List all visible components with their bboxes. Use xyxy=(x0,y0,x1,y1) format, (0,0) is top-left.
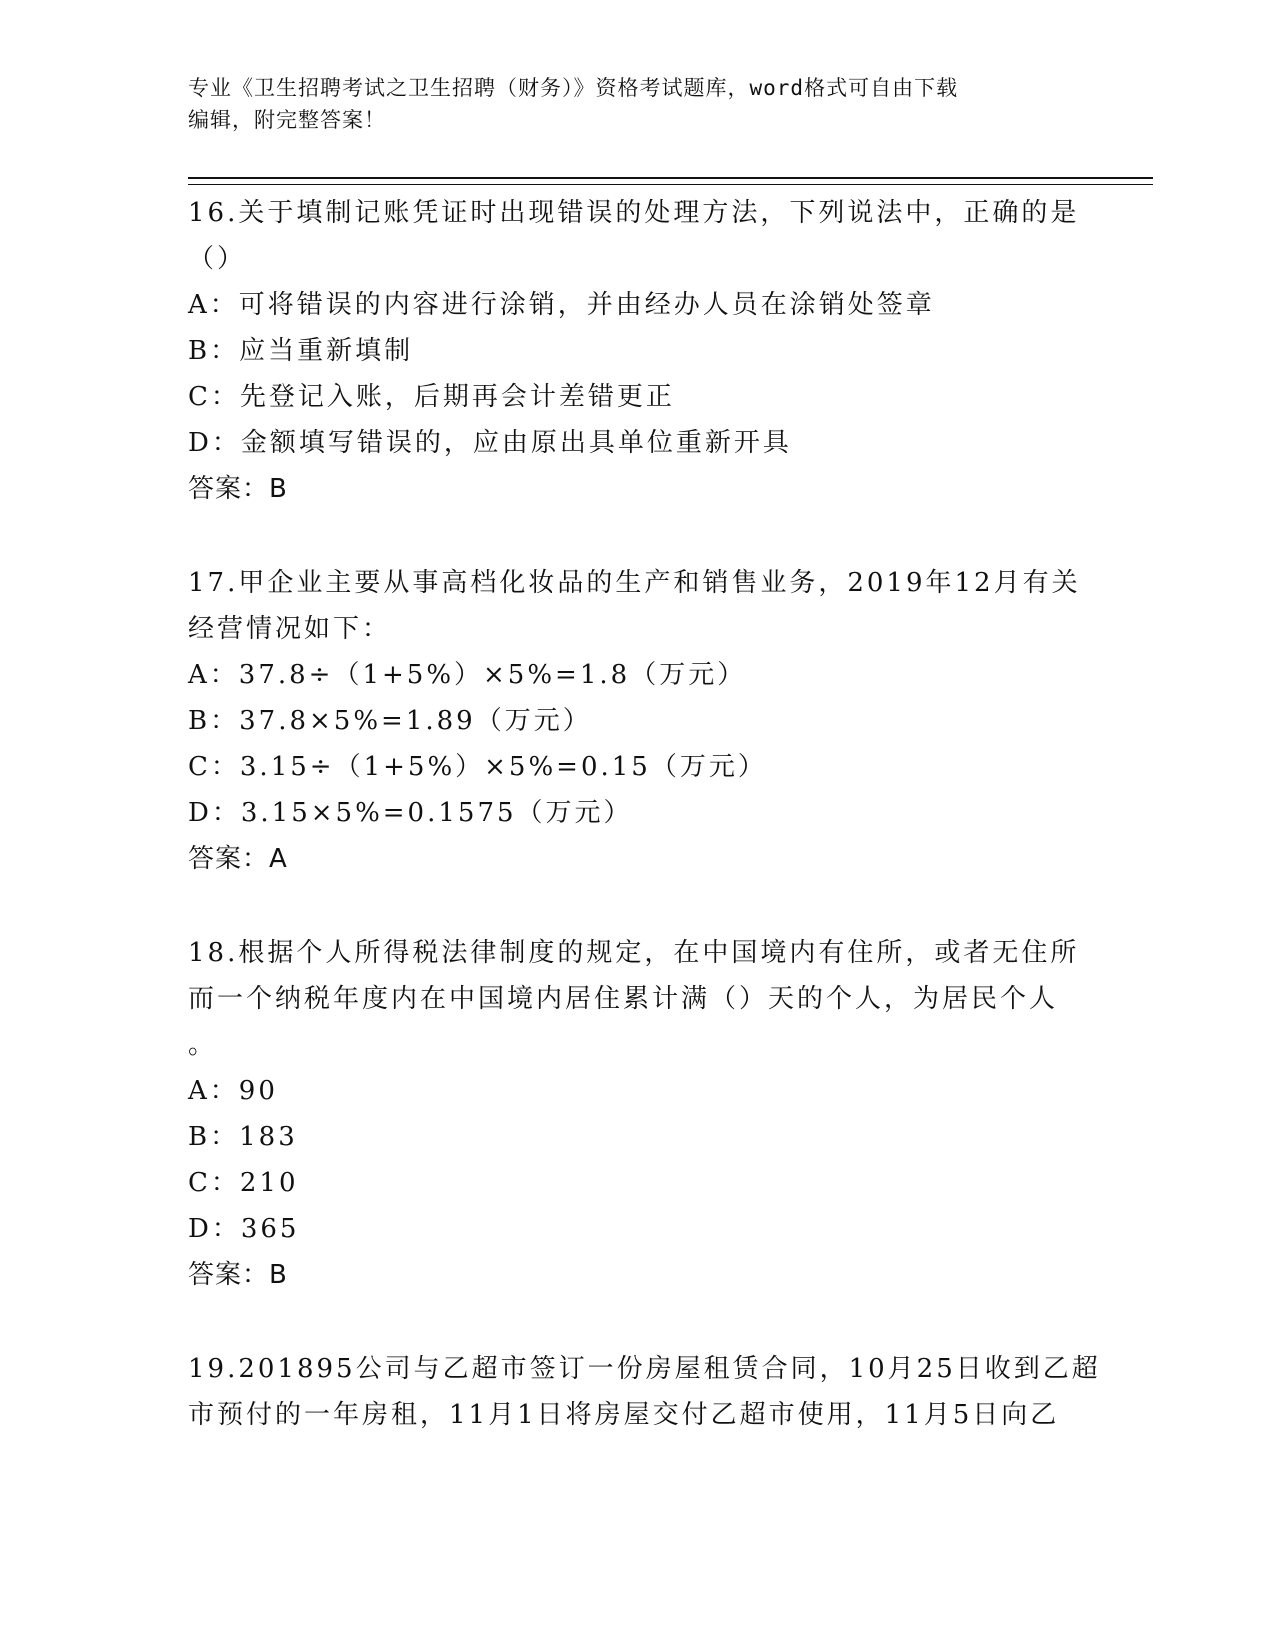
option-b: B：183 xyxy=(188,1122,298,1152)
question-19 xyxy=(188,1346,1101,1438)
option-c: C：3.15÷（1+5%）×5%=0.15（万元） xyxy=(188,752,767,782)
question-stem: 而一个纳税年度内在中国境内居住累计满（）天的个人，为居民个人 xyxy=(188,984,1059,1014)
question-16 xyxy=(188,190,1088,512)
option-a: A：37.8÷（1+5%）×5%=1.8（万元） xyxy=(188,660,747,690)
question-stem: 市预付的一年房租，11月1日将房屋交付乙超市使用，11月5日向乙 xyxy=(188,1400,1060,1430)
document-header xyxy=(188,72,1088,136)
question-18 xyxy=(188,930,1088,1298)
question-stem: （） xyxy=(188,244,247,274)
answer: 答案：A xyxy=(188,844,288,874)
question-17 xyxy=(188,560,1088,882)
question-list xyxy=(188,190,1101,1486)
option-b: B：应当重新填制 xyxy=(188,336,414,366)
option-c: C：210 xyxy=(188,1168,299,1198)
option-a: A：90 xyxy=(188,1076,278,1106)
question-stem: 17.甲企业主要从事高档化妆品的生产和销售业务，2019年12月有关 xyxy=(188,568,1081,598)
header-line-1: 专业《卫生招聘考试之卫生招聘（财务）》资格考试题库，word格式可自由下载 xyxy=(188,76,959,100)
question-stem: 18.根据个人所得税法律制度的规定，在中国境内有住所，或者无住所 xyxy=(188,938,1080,968)
question-stem: 经营情况如下： xyxy=(188,614,392,644)
option-d: D：365 xyxy=(188,1214,300,1244)
option-d: D：3.15×5%=0.1575（万元） xyxy=(188,798,633,828)
header-divider-thick xyxy=(188,177,1153,179)
option-a: A：可将错误的内容进行涂销，并由经办人员在涂销处签章 xyxy=(188,290,935,320)
question-stem: 。 xyxy=(188,1030,218,1060)
answer: 答案：B xyxy=(188,1260,288,1290)
question-stem: 19.201895公司与乙超市签订一份房屋租赁合同，10月25日收到乙超 xyxy=(188,1354,1101,1384)
option-b: B：37.8×5%=1.89（万元） xyxy=(188,706,592,736)
header-line-2: 编辑，附完整答案！ xyxy=(188,108,386,132)
option-d: D：金额填写错误的，应由原出具单位重新开具 xyxy=(188,428,792,458)
option-c: C：先登记入账，后期再会计差错更正 xyxy=(188,382,675,412)
answer: 答案：B xyxy=(188,474,288,504)
header-divider-thin xyxy=(188,184,1153,185)
question-stem: 16.关于填制记账凭证时出现错误的处理方法，下列说法中，正确的是 xyxy=(188,198,1080,228)
